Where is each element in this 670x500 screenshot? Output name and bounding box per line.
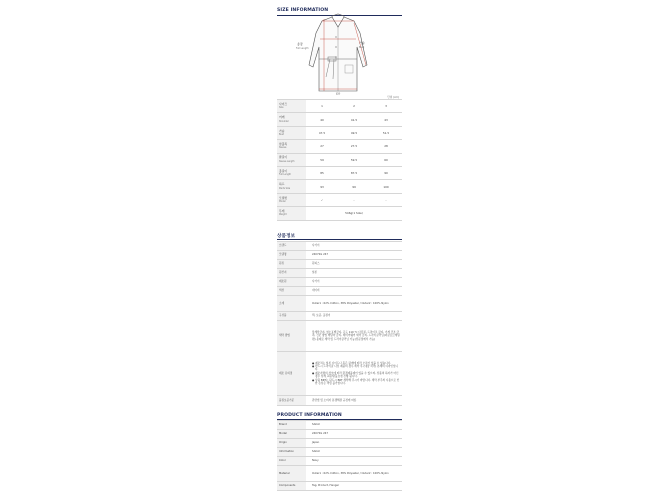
- care-note-item: ● 제조처는 일본 사이드나 혹은 판매에 따라 오차가 있을 수 있습니다.: [312, 361, 391, 365]
- diagram-label-left: 총장: [297, 42, 303, 46]
- korean-info-label: 원류: [277, 260, 306, 269]
- product-info-label: Color: [277, 457, 306, 466]
- product-info-value: 24072G 247: [306, 430, 402, 439]
- size-cell: 27: [306, 140, 338, 153]
- product-info-value: Outer1 : 62% Cotton, 38% Polyester / Outer2 : 100% Nylon: [306, 466, 402, 482]
- size-cell: 87.5: [338, 166, 370, 179]
- korean-section-rule: [277, 239, 402, 240]
- diagram-label-right-en: Bust: [359, 46, 365, 49]
- product-info-label: Brand: [277, 421, 306, 430]
- diagram-label-right: 가슴: [359, 41, 365, 45]
- product-info-label: Material: [277, 466, 306, 482]
- product-info-row: [277, 430, 402, 439]
- korean-info-value: 사카이: [306, 278, 402, 287]
- size-cell: 51.5: [370, 126, 402, 139]
- korean-info-row: [277, 278, 402, 287]
- korean-info-label: 구성품: [277, 312, 306, 321]
- size-row: [277, 126, 402, 139]
- korean-info-label: 세탁 방법: [277, 321, 306, 352]
- korean-info-value: 물세탁금지, 염소표백금지, 온도 110 ℃ 다림질, 드라이크 급지, 기계 건조 금지, 건조 방법 매달아 금지, 레이어웨어 세탁 금지, 드라이클리닝(퍼클로르에틸렌) 용제로 세탁 및 드라이클리닝 가능(전문점에서 가능): [306, 321, 402, 352]
- size-cell: 59: [306, 153, 338, 166]
- size-cell: 90: [370, 166, 402, 179]
- product-info-label: Model: [277, 430, 306, 439]
- product-info-table: [277, 420, 402, 491]
- product-section-title: PRODUCT INFORMATION: [277, 413, 342, 418]
- korean-info-label: 품질보증기준: [277, 396, 306, 406]
- korean-info-label: 색상: [277, 287, 306, 296]
- weight-row: [277, 207, 402, 220]
- korean-info-row: [277, 321, 402, 352]
- korean-section-title: 상품정보: [277, 234, 296, 239]
- size-cell: 85: [306, 166, 338, 179]
- korean-info-row: [277, 352, 402, 396]
- care-note-item: ● 반드시 드라이클 나전 제품의 경우 세탁 후 (대량 처리) 본래의 디자인입니다.: [312, 364, 399, 372]
- size-row-label: 총길이 Full Length: [277, 166, 306, 179]
- size-cell: 3: [370, 100, 402, 113]
- size-cell: 49.5: [338, 126, 370, 139]
- product-info-label: Components: [277, 482, 306, 491]
- korean-info-label: 브랜드: [277, 242, 306, 251]
- size-row: [277, 166, 402, 179]
- product-info-row: [277, 482, 402, 491]
- size-cell: 60: [370, 153, 402, 166]
- size-table: [277, 99, 402, 221]
- size-cell: 59.5: [338, 153, 370, 166]
- korean-info-table: [277, 241, 402, 406]
- size-cell: 41.5: [338, 113, 370, 126]
- korean-info-row: [277, 251, 402, 260]
- care-note-item: ● 상품 BRT는 판드시 BRT 세탁해 주시기 바랍니다. 세탁 부주의 사용으로 인한 손상은 책임 불가합니다.: [312, 378, 400, 386]
- korean-info-label: 모델명: [277, 251, 306, 260]
- korean-info-row: [277, 296, 402, 312]
- size-row: [277, 180, 402, 193]
- size-unit-label: 단위 (cm): [387, 96, 399, 99]
- korean-info-row: [277, 396, 402, 406]
- garment-diagram: [296, 13, 380, 95]
- size-row-label: 암홀폭 Sleeve: [277, 140, 306, 153]
- korean-info-row: [277, 287, 402, 296]
- korean-info-row: [277, 269, 402, 278]
- korean-info-value: 택, 보증, 옷걸이: [306, 312, 402, 321]
- product-info-label: Origin: [277, 439, 306, 448]
- product-info-value: SACAI: [306, 448, 402, 457]
- product-info-label: Information: [277, 448, 306, 457]
- size-cell: 28: [370, 140, 402, 153]
- korean-info-row: [277, 260, 402, 269]
- korean-info-label: 원산지: [277, 269, 306, 278]
- size-cell: 2: [338, 100, 370, 113]
- korean-info-value: 사카이: [306, 242, 402, 251]
- korean-info-value: 일본: [306, 269, 402, 278]
- korean-info-value: [306, 352, 402, 396]
- size-row-label: 하프 Pants Size: [277, 180, 306, 193]
- diagram-label-hem: 밑단: [335, 92, 341, 95]
- korean-info-value: 네이비: [306, 287, 402, 296]
- product-info-row: [277, 466, 402, 482]
- product-info-value: Navy: [306, 457, 402, 466]
- size-row-label: 가슴 Bust: [277, 126, 306, 139]
- size-row: [277, 100, 402, 113]
- diagram-label-left-en: Full Length: [296, 47, 309, 50]
- product-info-value: SACAI: [306, 421, 402, 430]
- product-info-row: [277, 457, 402, 466]
- size-cell: 100: [370, 180, 402, 193]
- korean-info-label: 제조 유의점: [277, 352, 306, 396]
- size-row-label: 어깨 Shoulder: [277, 113, 306, 126]
- korean-info-row: [277, 312, 402, 321]
- size-section-title: SIZE INFORMATION: [277, 8, 329, 13]
- size-cell: 1: [306, 100, 338, 113]
- product-info-row: [277, 448, 402, 457]
- weight-label: 무게 Weight: [277, 207, 306, 220]
- size-row: [277, 193, 402, 206]
- size-cell: -: [338, 193, 370, 206]
- korean-info-value: Outer1 : 62% Cotton, 38% Polyester / Outer2 : 100% Nylon: [306, 296, 402, 312]
- size-cell: -: [370, 193, 402, 206]
- product-info-value: Japan: [306, 439, 402, 448]
- size-cell: 27.5: [338, 140, 370, 153]
- size-row: [277, 153, 402, 166]
- size-cell: 43: [370, 113, 402, 126]
- korean-info-label: 제조원: [277, 278, 306, 287]
- size-cell: 47.5: [306, 126, 338, 139]
- size-row-label: 사이즈 Size: [277, 100, 306, 113]
- size-row-label: 모델컷 Model: [277, 193, 306, 206]
- care-note-item: ● 제조자명의 상호에 따라 환경제품제어 있을 수 있으며, 상품의 하자가 아닌 경우 상세 교환/환불요청 진행 됩니다.: [312, 371, 399, 379]
- korean-info-label: 소재: [277, 296, 306, 312]
- product-info-value: Tag, Product, Hanger: [306, 482, 402, 491]
- size-cell: ✓: [306, 193, 338, 206]
- size-row: [277, 140, 402, 153]
- size-cell: 40: [306, 113, 338, 126]
- size-cell: 93: [306, 180, 338, 193]
- size-cell: 99: [338, 180, 370, 193]
- korean-info-value: 24072G 247: [306, 251, 402, 260]
- korean-info-value: 원피스: [306, 260, 402, 269]
- korean-info-value: 관련법 및 소비자 분쟁해결 규정에 따름: [306, 396, 402, 406]
- product-info-row: [277, 439, 402, 448]
- size-row-label: 팔길이 Sleeve Length: [277, 153, 306, 166]
- weight-value: 546g(1 Size): [306, 207, 402, 220]
- size-row: [277, 113, 402, 126]
- product-info-row: [277, 421, 402, 430]
- korean-info-row: [277, 242, 402, 251]
